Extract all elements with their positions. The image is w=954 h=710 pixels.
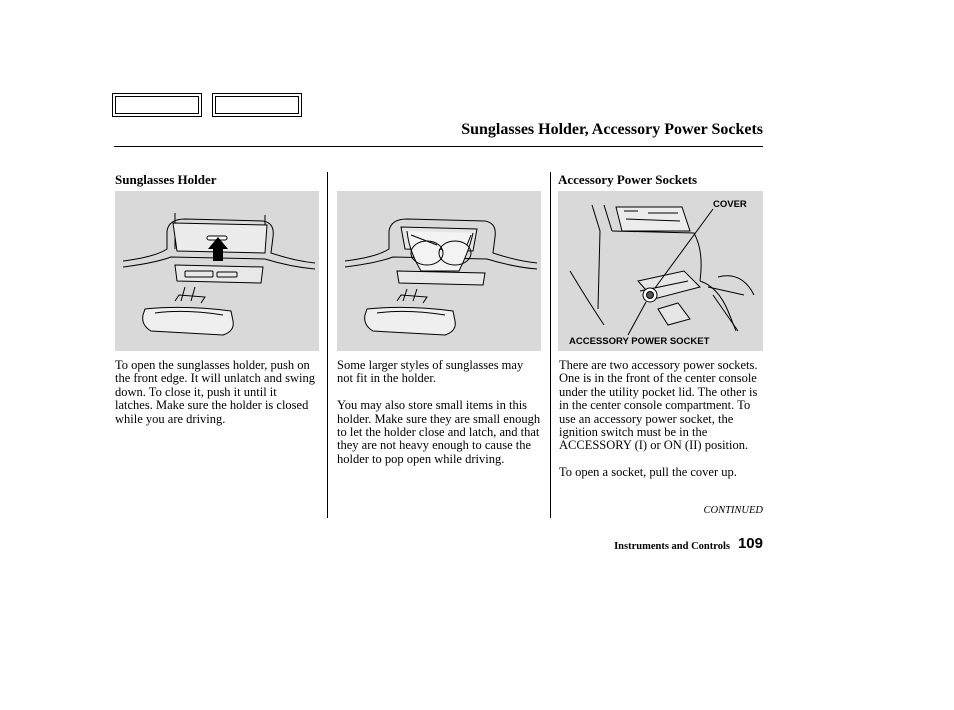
sunglasses-holder-text: [115, 359, 317, 439]
accessory-power-sockets-text: [559, 359, 764, 493]
page-title: Sunglasses Holder, Accessory Power Sockets: [461, 121, 763, 138]
sunglasses-size-text: [337, 359, 541, 480]
paragraph: You may also store small items in this holder. Make sure they are small enough to let the holder close and latch, and that they are not heavy enough to cause the holder to pop open while driving.: [337, 398, 541, 466]
accessory-power-sockets-heading: Accessory Power Sockets: [558, 172, 698, 187]
header-tab-box-2: [212, 93, 302, 117]
accessory-power-socket-illustration: [558, 191, 763, 351]
accessory-power-socket-callout: ACCESSORY POWER SOCKET: [569, 336, 710, 347]
title-rule: [114, 146, 763, 147]
header-tab-box-1: [112, 93, 202, 117]
column-divider-1: [327, 172, 328, 518]
continued-label: CONTINUED: [703, 505, 763, 516]
sunglasses-holder-closed-illustration: [115, 191, 319, 351]
paragraph: To open the sunglasses holder, push on the front edge. It will unlatch and swing down. To close it, push it until it latches. Make sure the holder is closed while you are driving.: [115, 358, 315, 426]
page-number: 109: [737, 535, 763, 552]
paragraph: To open a socket, pull the cover up.: [559, 465, 737, 480]
paragraph: There are two accessory power sockets. One is in the front of the center console under the utility pocket lid. The other is in the center console compartment. To use an accessory power socket, the ignition switch must be in the ACCESSORY (I) or ON (II) position.: [559, 358, 758, 453]
cover-callout: COVER: [713, 199, 747, 210]
column-divider-2: [550, 172, 551, 518]
paragraph: Some larger styles of sunglasses may not fit in the holder.: [337, 358, 524, 386]
sunglasses-holder-open-illustration: [337, 191, 541, 351]
footer-section-label: Instruments and Controls: [614, 541, 730, 552]
sunglasses-holder-heading: Sunglasses Holder: [115, 172, 217, 187]
